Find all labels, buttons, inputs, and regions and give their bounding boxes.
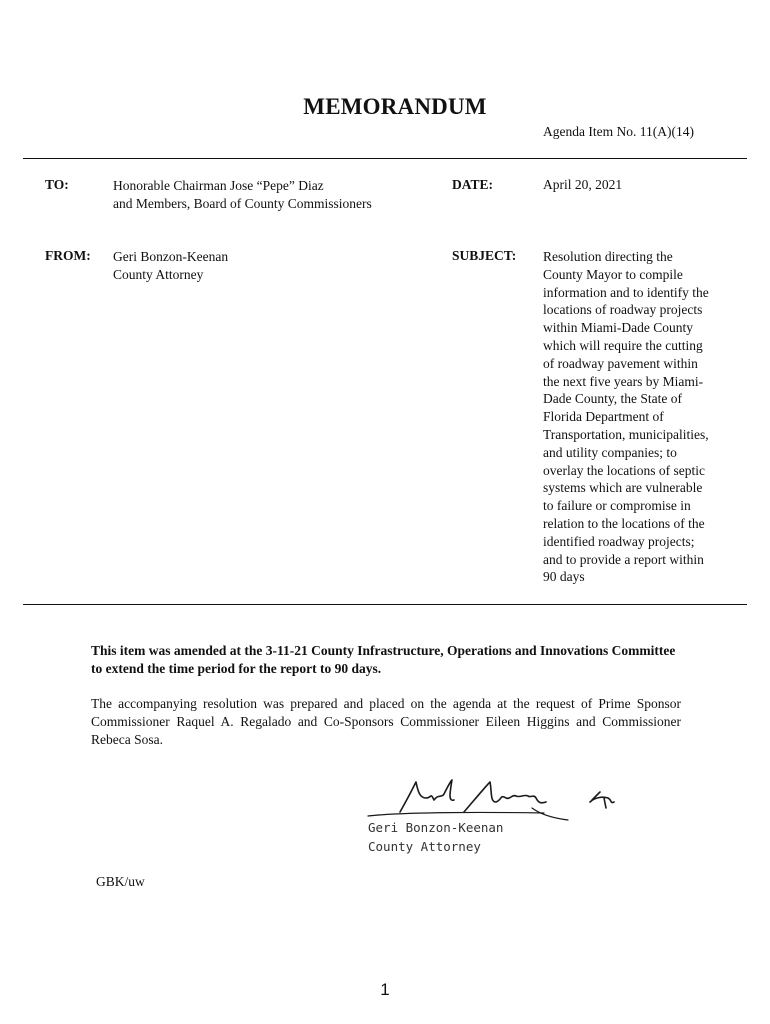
from-line: Geri Bonzon-Keenan	[113, 249, 229, 264]
date-value: April 20, 2021	[543, 177, 623, 192]
subject-line: within Miami-Dade County	[543, 320, 693, 336]
date-label: DATE:	[452, 177, 494, 192]
subject-label: SUBJECT:	[452, 248, 517, 263]
subject-line: Florida Department of	[543, 409, 664, 425]
subject-line: and utility companies; to	[543, 444, 677, 460]
subject-line: and to provide a report within	[543, 551, 704, 567]
subject-line: locations of roadway projects	[543, 302, 703, 318]
page-number: 1	[380, 980, 390, 999]
reference-initials: GBK/uw	[96, 874, 145, 889]
subject-line: Dade County, the State of	[543, 391, 682, 407]
signatory-name: Geri Bonzon-Keenan	[368, 820, 504, 835]
subject-line: relation to the locations of the	[543, 515, 705, 531]
from-sender	[113, 248, 413, 284]
subject-line: identified roadway projects;	[543, 533, 695, 549]
subject-line: the next five years by Miami-	[543, 373, 704, 389]
to-line: Honorable Chairman Jose “Pepe” Diaz	[113, 178, 324, 193]
subject-line: information and to identify the	[543, 284, 709, 300]
subject-line: overlay the locations of septic	[543, 462, 705, 478]
signatory-title: County Attorney	[368, 839, 481, 854]
subject-line: of roadway pavement within	[543, 355, 698, 371]
from-label: FROM:	[45, 248, 91, 263]
to-line: and Members, Board of County Commissioners	[113, 195, 372, 211]
subject-line: which will require the cutting	[543, 337, 703, 353]
subject-line: 90 days	[543, 569, 585, 585]
header-divider	[23, 158, 747, 159]
subject-line: Resolution directing the	[543, 249, 673, 264]
to-label: TO:	[45, 177, 69, 192]
from-line: County Attorney	[113, 266, 204, 282]
subject-line: Transportation, municipalities,	[543, 426, 709, 442]
subject-line: County Mayor to compile	[543, 266, 683, 282]
memo-title: MEMORANDUM	[303, 94, 487, 119]
subject-text	[543, 248, 733, 586]
agenda-item-number: Agenda Item No. 11(A)(14)	[543, 124, 694, 139]
amendment-note: This item was amended at the 3-11-21 County Infrastructure, Operations and Innovations Committee to extend the time period for the report to 90 days.	[91, 643, 676, 676]
subject-line: to failure or compromise in	[543, 498, 691, 514]
body-paragraph: The accompanying resolution was prepared and placed on the agenda at the request of Prime Sponsor Commissioner Raquel A. Regalado and Co-Sponsors Commissioner Eileen Higgins and Commissioner Rebeca Sosa.	[91, 696, 681, 747]
section-divider	[23, 604, 747, 605]
subject-line: systems which are vulnerable	[543, 480, 703, 496]
to-recipients	[113, 177, 433, 213]
